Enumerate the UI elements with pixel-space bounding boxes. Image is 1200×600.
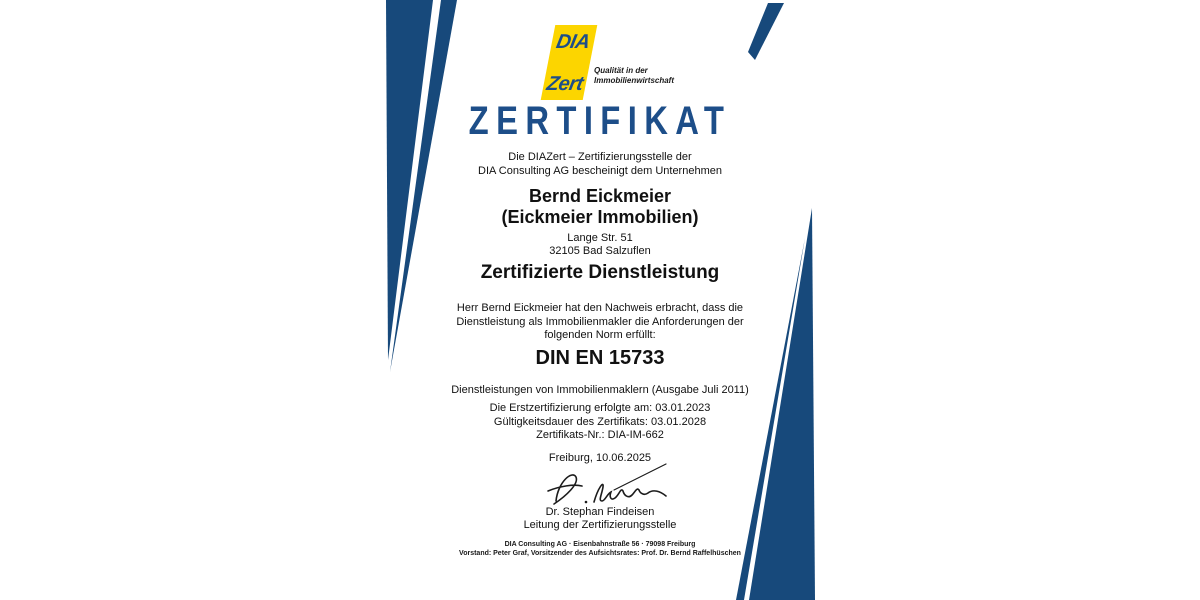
statement-line1: Herr Bernd Eickmeier hat den Nachweis erbracht, dass die [456,302,744,314]
signer-role: Leitung der Zertifizierungsstelle [523,519,677,531]
statement-line3: folgenden Norm erfüllt: [544,329,656,341]
footer-line2: Vorstand: Peter Graf, Vorsitzender des Aufsichtsrates: Prof. Dr. Bernd Raffelhüschen [459,549,741,557]
signer-name: Dr. Stephan Findeisen [545,506,655,518]
certificate-number: Zertifikats-Nr.: DIA-IM-662 [536,429,664,441]
top-right-slash-decoration [748,3,784,60]
issue-place-date: Freiburg, 10.06.2025 [548,452,652,464]
address-city: 32105 Bad Salzuflen [549,245,651,257]
norm-description: Dienstleistungen von Immobilienmaklern (Ausgabe Juli 2011) [451,384,749,396]
intro-line2: DIA Consulting AG bescheinigt dem Unternehmen [478,164,722,177]
footer-imprint [410,541,790,558]
logo-text-zert: Zert [544,73,585,95]
address-street: Lange Str. 51 [567,232,633,244]
footer-line1: DIA Consulting AG · Eisenbahnstraße 56 · 79098 Freiburg [504,541,696,548]
logo-tagline [594,66,674,87]
certified-service-heading: Zertifizierte Dienstleistung [480,262,720,283]
valid-until-date: Gültigkeitsdauer des Zertifikats: 03.01.2028 [493,415,707,428]
logo-tagline-line2: Immobilienwirtschaft [594,76,675,86]
certificate-title: ZERTIFIKAT [468,99,732,143]
validity-block [410,402,790,443]
intro-text [410,151,790,178]
company-address [410,232,790,258]
signer-block [410,506,790,532]
company-name-line2: (Eickmeier Immobilien) [501,207,699,227]
intro-line1: Die DIAZert – Zertifizierungsstelle der [508,151,692,163]
signature-scribble [538,460,678,510]
logo-text-dia: DIA [554,31,592,53]
norm-code: DIN EN 15733 [535,347,665,369]
statement-text [410,302,790,343]
first-certification-date: Die Erstzertifizierung erfolgte am: 03.01.2023 [489,402,711,414]
logo-tagline-line1: Qualität in der [594,66,648,75]
statement-line2: Dienstleistung als Immobilienmakler die Anforderungen der [456,315,744,328]
company-name-line1: Bernd Eickmeier [528,186,672,206]
company-name [410,186,790,228]
